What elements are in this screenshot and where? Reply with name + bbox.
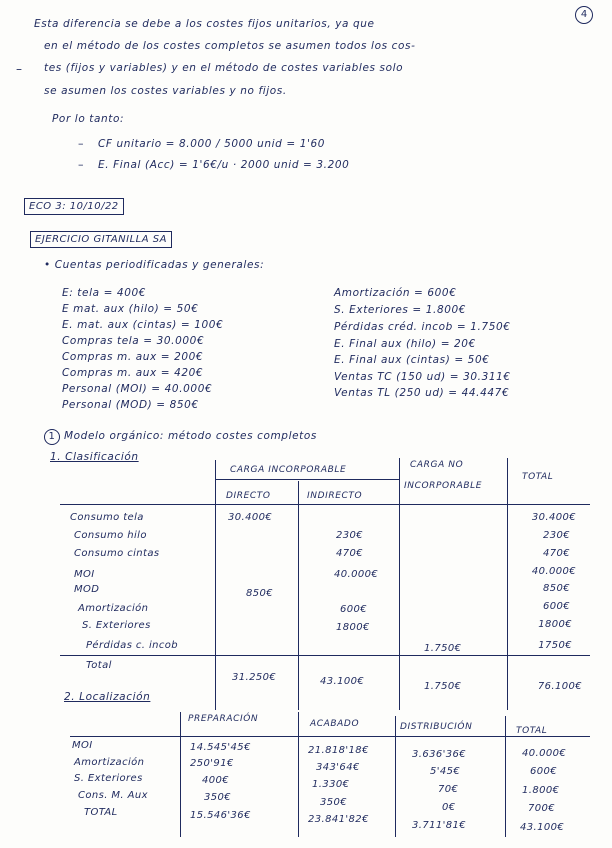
clas-total-no-incorp: 1.750€ <box>424 681 462 692</box>
loc-header-preparacion: PREPARACIÓN <box>188 714 259 724</box>
cuenta-right-1: Amortización = 600€ <box>334 287 457 299</box>
bullet-dash-1: – <box>78 137 84 150</box>
margin-dash: – <box>16 62 22 76</box>
clas-row-total: 30.400€ <box>531 512 576 523</box>
cuentas-title: • Cuentas periodificadas y generales: <box>44 259 265 271</box>
cuenta-left-7: Personal (MOI) = 40.000€ <box>62 383 213 395</box>
por-lo-tanto: Por lo tanto: <box>52 113 125 125</box>
clas-row-total: 600€ <box>542 601 570 612</box>
clas-row-indirecto: 40.000€ <box>334 569 379 580</box>
loc-vline-3 <box>395 716 396 837</box>
clas-row-label: Consumo tela <box>70 512 144 523</box>
clas-header-directo: DIRECTO <box>226 491 271 501</box>
clas-row-label: MOD <box>74 584 100 595</box>
loc-cell: 600€ <box>530 766 558 777</box>
clas-row-label: MOI <box>74 569 95 580</box>
clas-row-total: 1800€ <box>538 619 572 630</box>
clas-vline-3 <box>399 458 400 710</box>
loc-cell: 14.545'45€ <box>190 742 251 753</box>
loc-row-label: TOTAL <box>84 807 118 818</box>
cuenta-right-7: Ventas TL (250 ud) = 44.447€ <box>334 387 510 399</box>
clas-row-directo: 850€ <box>246 588 274 599</box>
loc-cell: 1.800€ <box>522 785 560 796</box>
cuenta-left-6: Compras m. aux = 420€ <box>62 367 204 379</box>
localizacion-title: 2. Localización <box>64 691 151 703</box>
clas-row-label: S. Exteriores <box>82 620 151 631</box>
cuenta-right-3: Pérdidas créd. incob = 1.750€ <box>334 321 511 333</box>
cuenta-left-5: Compras m. aux = 200€ <box>62 351 204 363</box>
intro-line-3: tes (fijos y variables) y en el método de costes variables solo <box>44 62 404 74</box>
cuenta-right-2: S. Exteriores = 1.800€ <box>334 304 467 316</box>
loc-row-label: Cons. M. Aux <box>78 790 148 801</box>
bullet-cf-unitario: CF unitario = 8.000 / 5000 unid = 1'60 <box>98 138 326 150</box>
exercise-title-box: EJERCICIO GITANILLA SA <box>30 231 172 248</box>
clas-total-directo: 31.250€ <box>232 672 277 683</box>
cuenta-right-5: E. Final aux (cintas) = 50€ <box>334 354 490 366</box>
loc-hline-header <box>70 736 590 737</box>
cuenta-left-8: Personal (MOD) = 850€ <box>62 399 199 411</box>
intro-line-1: Esta diferencia se debe a los costes fijos unitarios, ya que <box>34 18 375 30</box>
clas-row-label: Consumo hilo <box>74 530 147 541</box>
loc-cell: 343'64€ <box>316 762 360 773</box>
clas-row-total: 40.000€ <box>531 566 576 577</box>
loc-cell: 1.330€ <box>312 779 350 790</box>
cuenta-left-2: E mat. aux (hilo) = 50€ <box>62 303 199 315</box>
clas-row-indirecto: 1800€ <box>336 622 370 633</box>
clas-header-total: TOTAL <box>522 472 554 482</box>
loc-cell: 70€ <box>438 784 459 795</box>
cuenta-right-4: E. Final aux (hilo) = 20€ <box>334 338 476 350</box>
page-number: 4 <box>575 6 593 24</box>
cuenta-left-1: E: tela = 400€ <box>62 287 147 299</box>
clas-row-label: Pérdidas c. incob <box>86 640 179 651</box>
clas-hline-group <box>215 479 399 480</box>
loc-cell: 400€ <box>202 775 230 786</box>
clas-header-indirecto: INDIRECTO <box>307 491 363 501</box>
clas-hline-header <box>60 504 590 505</box>
clas-row-total: 470€ <box>542 548 570 559</box>
loc-row-label: Amortización <box>74 757 145 768</box>
loc-cell: 3.636'36€ <box>412 749 467 760</box>
loc-cell: 15.546'36€ <box>190 810 251 821</box>
clas-total-indirecto: 43.100€ <box>320 676 365 687</box>
clas-row-total: 230€ <box>542 530 570 541</box>
clasificacion-title: 1. Clasificación <box>50 451 139 463</box>
clas-row-total: 1750€ <box>538 640 572 651</box>
cuenta-left-3: E. mat. aux (cintas) = 100€ <box>62 319 224 331</box>
clas-vline-4 <box>507 458 508 710</box>
clas-total-total: 76.100€ <box>537 681 582 692</box>
clas-header-no-incorp-1: CARGA NO <box>410 460 464 470</box>
clas-row-indirecto: 600€ <box>340 604 368 615</box>
loc-row-label: S. Exteriores <box>74 773 143 784</box>
loc-cell: 23.841'82€ <box>308 814 369 825</box>
loc-cell: 250'91€ <box>190 758 234 769</box>
cuentas-title-text: Cuentas periodificadas y generales: <box>54 259 265 271</box>
clas-vline-2 <box>298 481 299 710</box>
modelo-number: 1 <box>44 429 60 445</box>
cuenta-left-4: Compras tela = 30.000€ <box>62 335 205 347</box>
loc-cell: 21.818'18€ <box>308 745 369 756</box>
clas-row-directo: 30.400€ <box>228 512 273 523</box>
bullet-dash-2: – <box>78 158 84 171</box>
clas-row-total: 850€ <box>542 583 570 594</box>
clas-header-carga-incorporable: CARGA INCORPORABLE <box>230 465 347 475</box>
clas-row-indirecto: 230€ <box>336 530 364 541</box>
loc-vline-2 <box>298 712 299 837</box>
clas-row-label: Amortización <box>78 603 149 614</box>
loc-vline-1 <box>180 712 181 837</box>
loc-cell: 5'45€ <box>430 766 461 777</box>
bullet-e-final: E. Final (Acc) = 1'6€/u · 2000 unid = 3.200 <box>98 159 350 171</box>
loc-cell: 0€ <box>442 802 456 813</box>
clas-hline-total <box>60 655 590 656</box>
clas-vline-1 <box>215 460 216 710</box>
loc-vline-4 <box>505 716 506 837</box>
clas-row-no-incorp: 1.750€ <box>424 643 462 654</box>
cuenta-right-6: Ventas TC (150 ud) = 30.311€ <box>334 371 511 383</box>
loc-cell: 350€ <box>320 797 348 808</box>
clas-total-label: Total <box>86 660 112 671</box>
loc-cell: 3.711'81€ <box>412 820 467 831</box>
loc-cell: 700€ <box>528 803 556 814</box>
loc-header-distribucion: DISTRIBUCIÓN <box>400 722 473 732</box>
loc-header-total: TOTAL <box>516 726 548 736</box>
modelo-heading <box>44 429 317 445</box>
loc-cell: 40.000€ <box>522 748 567 759</box>
modelo-title: Modelo orgánico: método costes completos <box>64 430 317 442</box>
loc-row-label: MOI <box>72 740 93 751</box>
loc-header-acabado: ACABADO <box>310 719 360 729</box>
clas-row-label: Consumo cintas <box>74 548 160 559</box>
eco-date-box: ECO 3: 10/10/22 <box>24 198 124 215</box>
clas-header-no-incorp-2: INCORPORABLE <box>404 481 483 491</box>
intro-line-2: en el método de los costes completos se asumen todos los cos- <box>44 40 416 52</box>
loc-cell: 43.100€ <box>520 822 565 833</box>
clas-row-indirecto: 470€ <box>336 548 364 559</box>
loc-cell: 350€ <box>204 792 232 803</box>
intro-line-4: se asumen los costes variables y no fijos. <box>44 85 287 97</box>
